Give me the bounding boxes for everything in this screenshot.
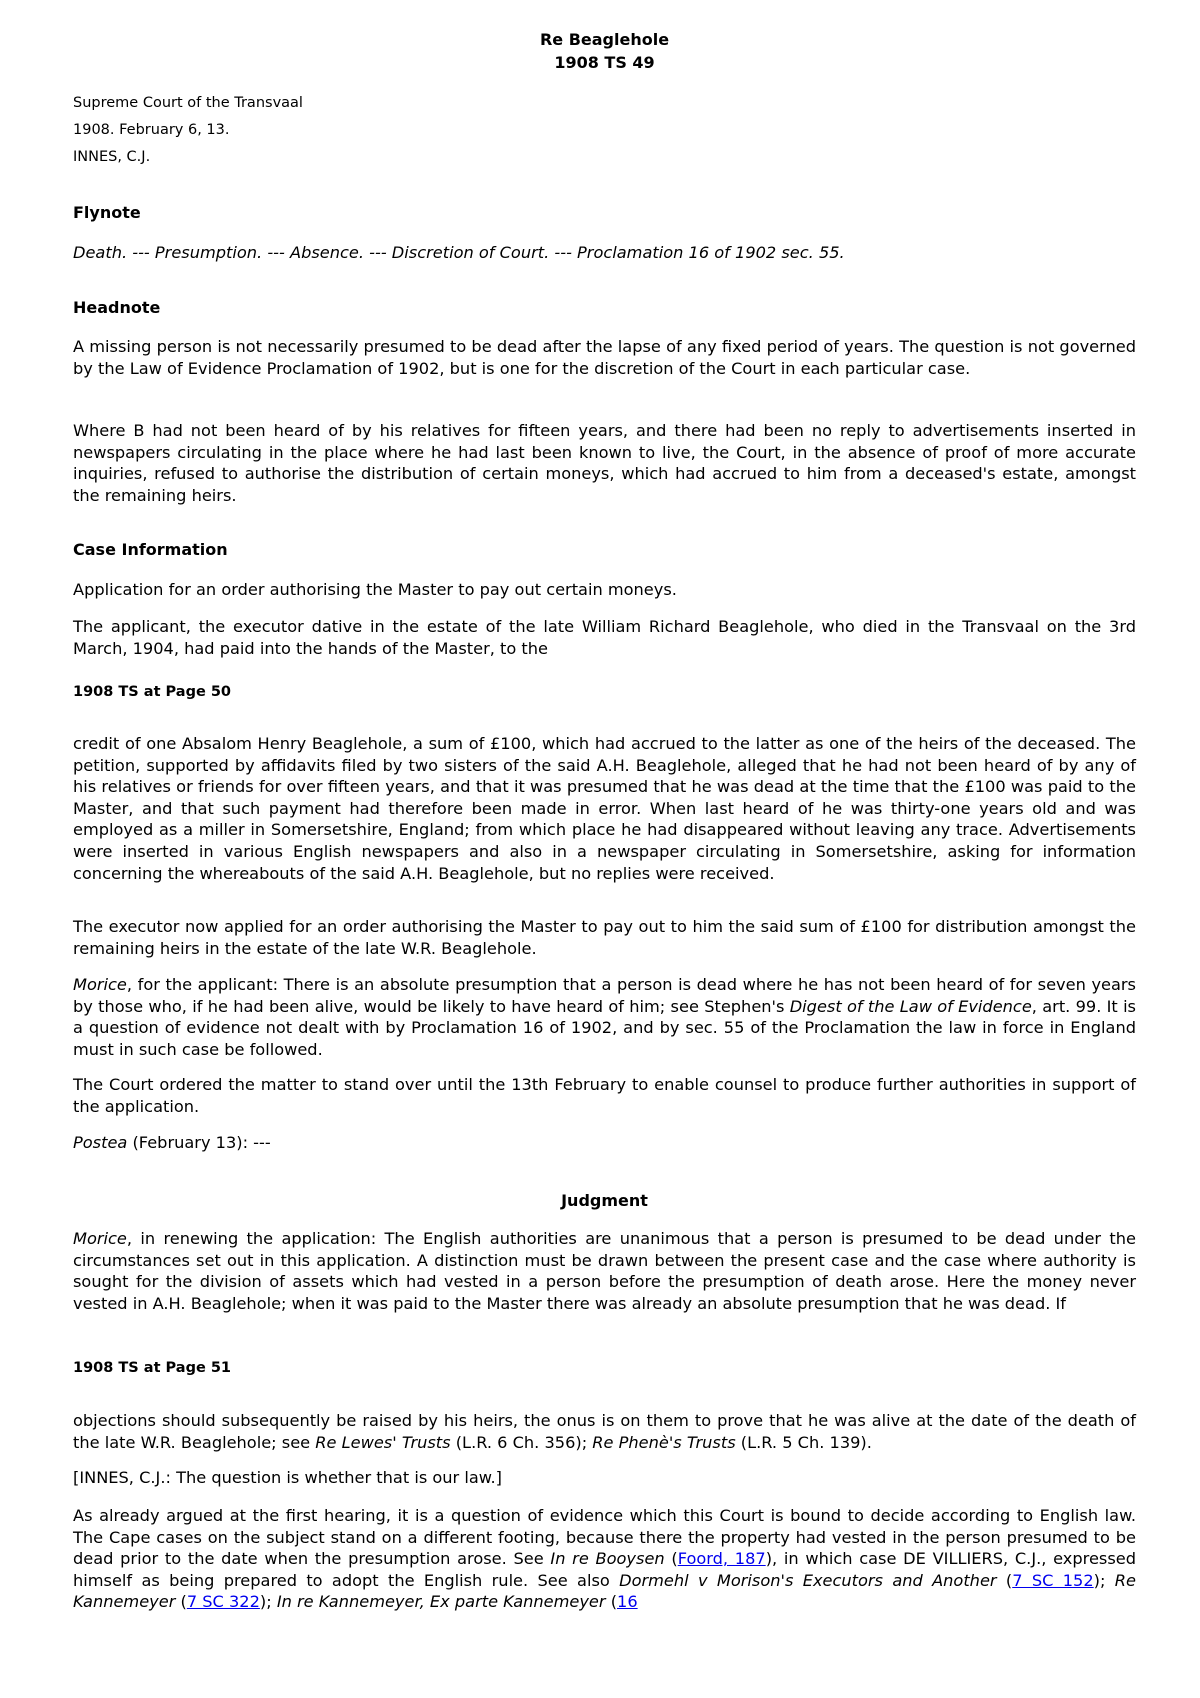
page-reference-50: 1908 TS at Page 50 [73,684,232,700]
document-title: Re Beaglehole [539,30,670,49]
headnote-paragraph-1: A missing person is not necessarily presumed to be dead after the lapse of any fixed period of years. The question is not governed by the Law of Evidence Proclamation of 1902, but is one for the discretion of the Court in each particular case. [73,337,1136,378]
counsel-name: Morice [73,975,127,994]
paragraph-text: ( [175,1592,187,1612]
paragraph-text: objections should subsequently be raised by his heirs, the onus is on them to prove that he was alive at the date of the death of the late W.R. Beaglehole; see [73,1411,1136,1452]
judgment-paragraph-4 [73,1505,1136,1613]
postea-label: Postea [73,1133,128,1152]
paragraph-text: As already argued at the first hearing, it is a question of evidence which this Court is bound to decide according to English law. The Cape cases on the subject stand on a different footing, because there the property had vested in the person presumed to be dead prior to the date when the presumption arose. See [73,1506,1136,1569]
case-info-paragraph-6: The Court ordered the matter to stand over until the 13th February to enable counsel to produce further authorities in support of the application. [73,1075,1136,1116]
flynote-italic: Death. --- Presumption. --- Absence. --- Discretion of Court. --- Proclamation 16 of 1902 sec. 55. [73,243,845,262]
headnote-heading: Headnote [73,298,161,317]
judgment-paragraph-3: [INNES, C.J.: The question is whether that is our law.] [73,1468,502,1487]
paragraph-text: , for the applicant: There is an absolute presumption that a person is dead where he has not been heard of for seven years by those who, if he had been alive, would be likely to have heard of him; see Stephen's [73,975,1136,1016]
paragraph-text: ); [1093,1570,1115,1590]
case-info-paragraph-3: credit of one Absalom Henry Beaglehole, a sum of £100, which had accrued to the latter as one of the heirs of the deceased. The petition, supported by affidavits filed by two sisters of the said A.H. Beaglehole, alleged that he had not been heard of by any of his relatives or friends for over fifteen years, and that it was presumed that he was dead at the time that the £100 was paid to the Master, and that such payment had therefore been made in error. When last heard of he was thirty-one years old and was employed as a miller in Somersetshire, England; from which place he had disappeared without leaving any trace. Advertisements were inserted in various English newspapers and also in a newspaper circulating in Somersetshire, asking for information concerning the whereabouts of the said A.H. Beaglehole, but no replies were received. [73,734,1136,883]
headnote-paragraph-2: Where B had not been heard of by his relatives for fifteen years, and there had been no reply to advertisements inserted in newspapers circulating in the place where he had last been known to live, the Court, in the absence of proof of more accurate inquiries, refused to authorise the distribution of certain moneys, which had accrued to him from a deceased's estate, amongst the remaining heirs. [73,421,1136,505]
case-name: Re Phenè's Trusts [592,1432,736,1452]
paragraph-text: ), in which case DE VILLIERS, C.J., expressed himself as being prepared to adopt the English rule. See also [73,1549,1137,1590]
document-citation: 1908 TS 49 [554,53,655,72]
case-info-paragraph-4: The executor now applied for an order authorising the Master to pay out to him the said sum of £100 for distribution amongst the remaining heirs in the estate of the late W.R. Beaglehole. [73,917,1136,958]
case-information-heading: Case Information [73,540,228,559]
paragraph-text: (February 13): --- [127,1133,271,1152]
paragraph-text: ( [996,1570,1013,1590]
citation-link-7sc152[interactable]: 7 SC 152 [1012,1570,1094,1590]
judgment-paragraph-2 [73,1410,1136,1453]
case-name: In re Kannemeyer, Ex parte Kannemeyer [276,1592,606,1612]
case-name: Dormehl v Morison's Executors and Another [619,1570,997,1590]
paragraph-text: , in renewing the application: The English authorities are unanimous that a person is presumed to be dead under the circumstances set out in this application. A distinction must be drawn between the present case and the case where authority is sought for the division of assets which had vested in a person before the presumption of death arose. Here the money never vested in A.H. Beaglehole; when it was paid to the Master there was already an absolute presumption that he was dead. If [73,1229,1136,1313]
case-name: Re Kannemeyer [73,1570,1136,1612]
case-info-paragraph-7 [73,1132,1136,1154]
hearing-date: 1908. February 6, 13. [73,122,230,138]
paragraph-text: (L.R. 5 Ch. 139). [735,1432,872,1452]
paragraph-text: (L.R. 6 Ch. 356); [450,1432,593,1452]
case-info-paragraph-1: Application for an order authorising the Master to pay out certain moneys. [73,580,677,599]
case-name: In re Booysen [550,1549,665,1569]
case-info-paragraph-2: The applicant, the executor dative in the estate of the late William Richard Beaglehole, who died in the Transvaal on the 3rd March, 1904, had paid into the hands of the Master, to the [73,617,1136,658]
book-title: Digest of the Law of Evidence [789,996,1032,1016]
citation-link-16[interactable]: 16 [617,1592,638,1612]
paragraph-text: ( [605,1592,618,1612]
paragraph-text: , art. 99. It is a question of evidence not dealt with by Proclamation 16 of 1902, and by sec. 55 of the Proclamation the law in force in England must in such case be followed. [73,996,1136,1059]
flynote-text [73,242,1136,264]
court-name: Supreme Court of the Transvaal [73,95,303,111]
page-reference-51: 1908 TS at Page 51 [73,1360,232,1376]
judge-name: INNES, C.J. [73,149,151,165]
case-name: Re Lewes' Trusts [315,1432,451,1452]
paragraph-text: ); [259,1592,277,1612]
flynote-heading: Flynote [73,203,141,222]
counsel-name: Morice [73,1229,127,1248]
citation-link-7sc322[interactable]: 7 SC 322 [186,1592,260,1612]
case-info-paragraph-5 [73,974,1136,1060]
citation-link-foord[interactable]: Foord, 187 [677,1549,766,1569]
paragraph-text: ( [664,1549,678,1569]
judgment-paragraph-1 [73,1228,1136,1314]
judgment-heading: Judgment [561,1191,648,1210]
